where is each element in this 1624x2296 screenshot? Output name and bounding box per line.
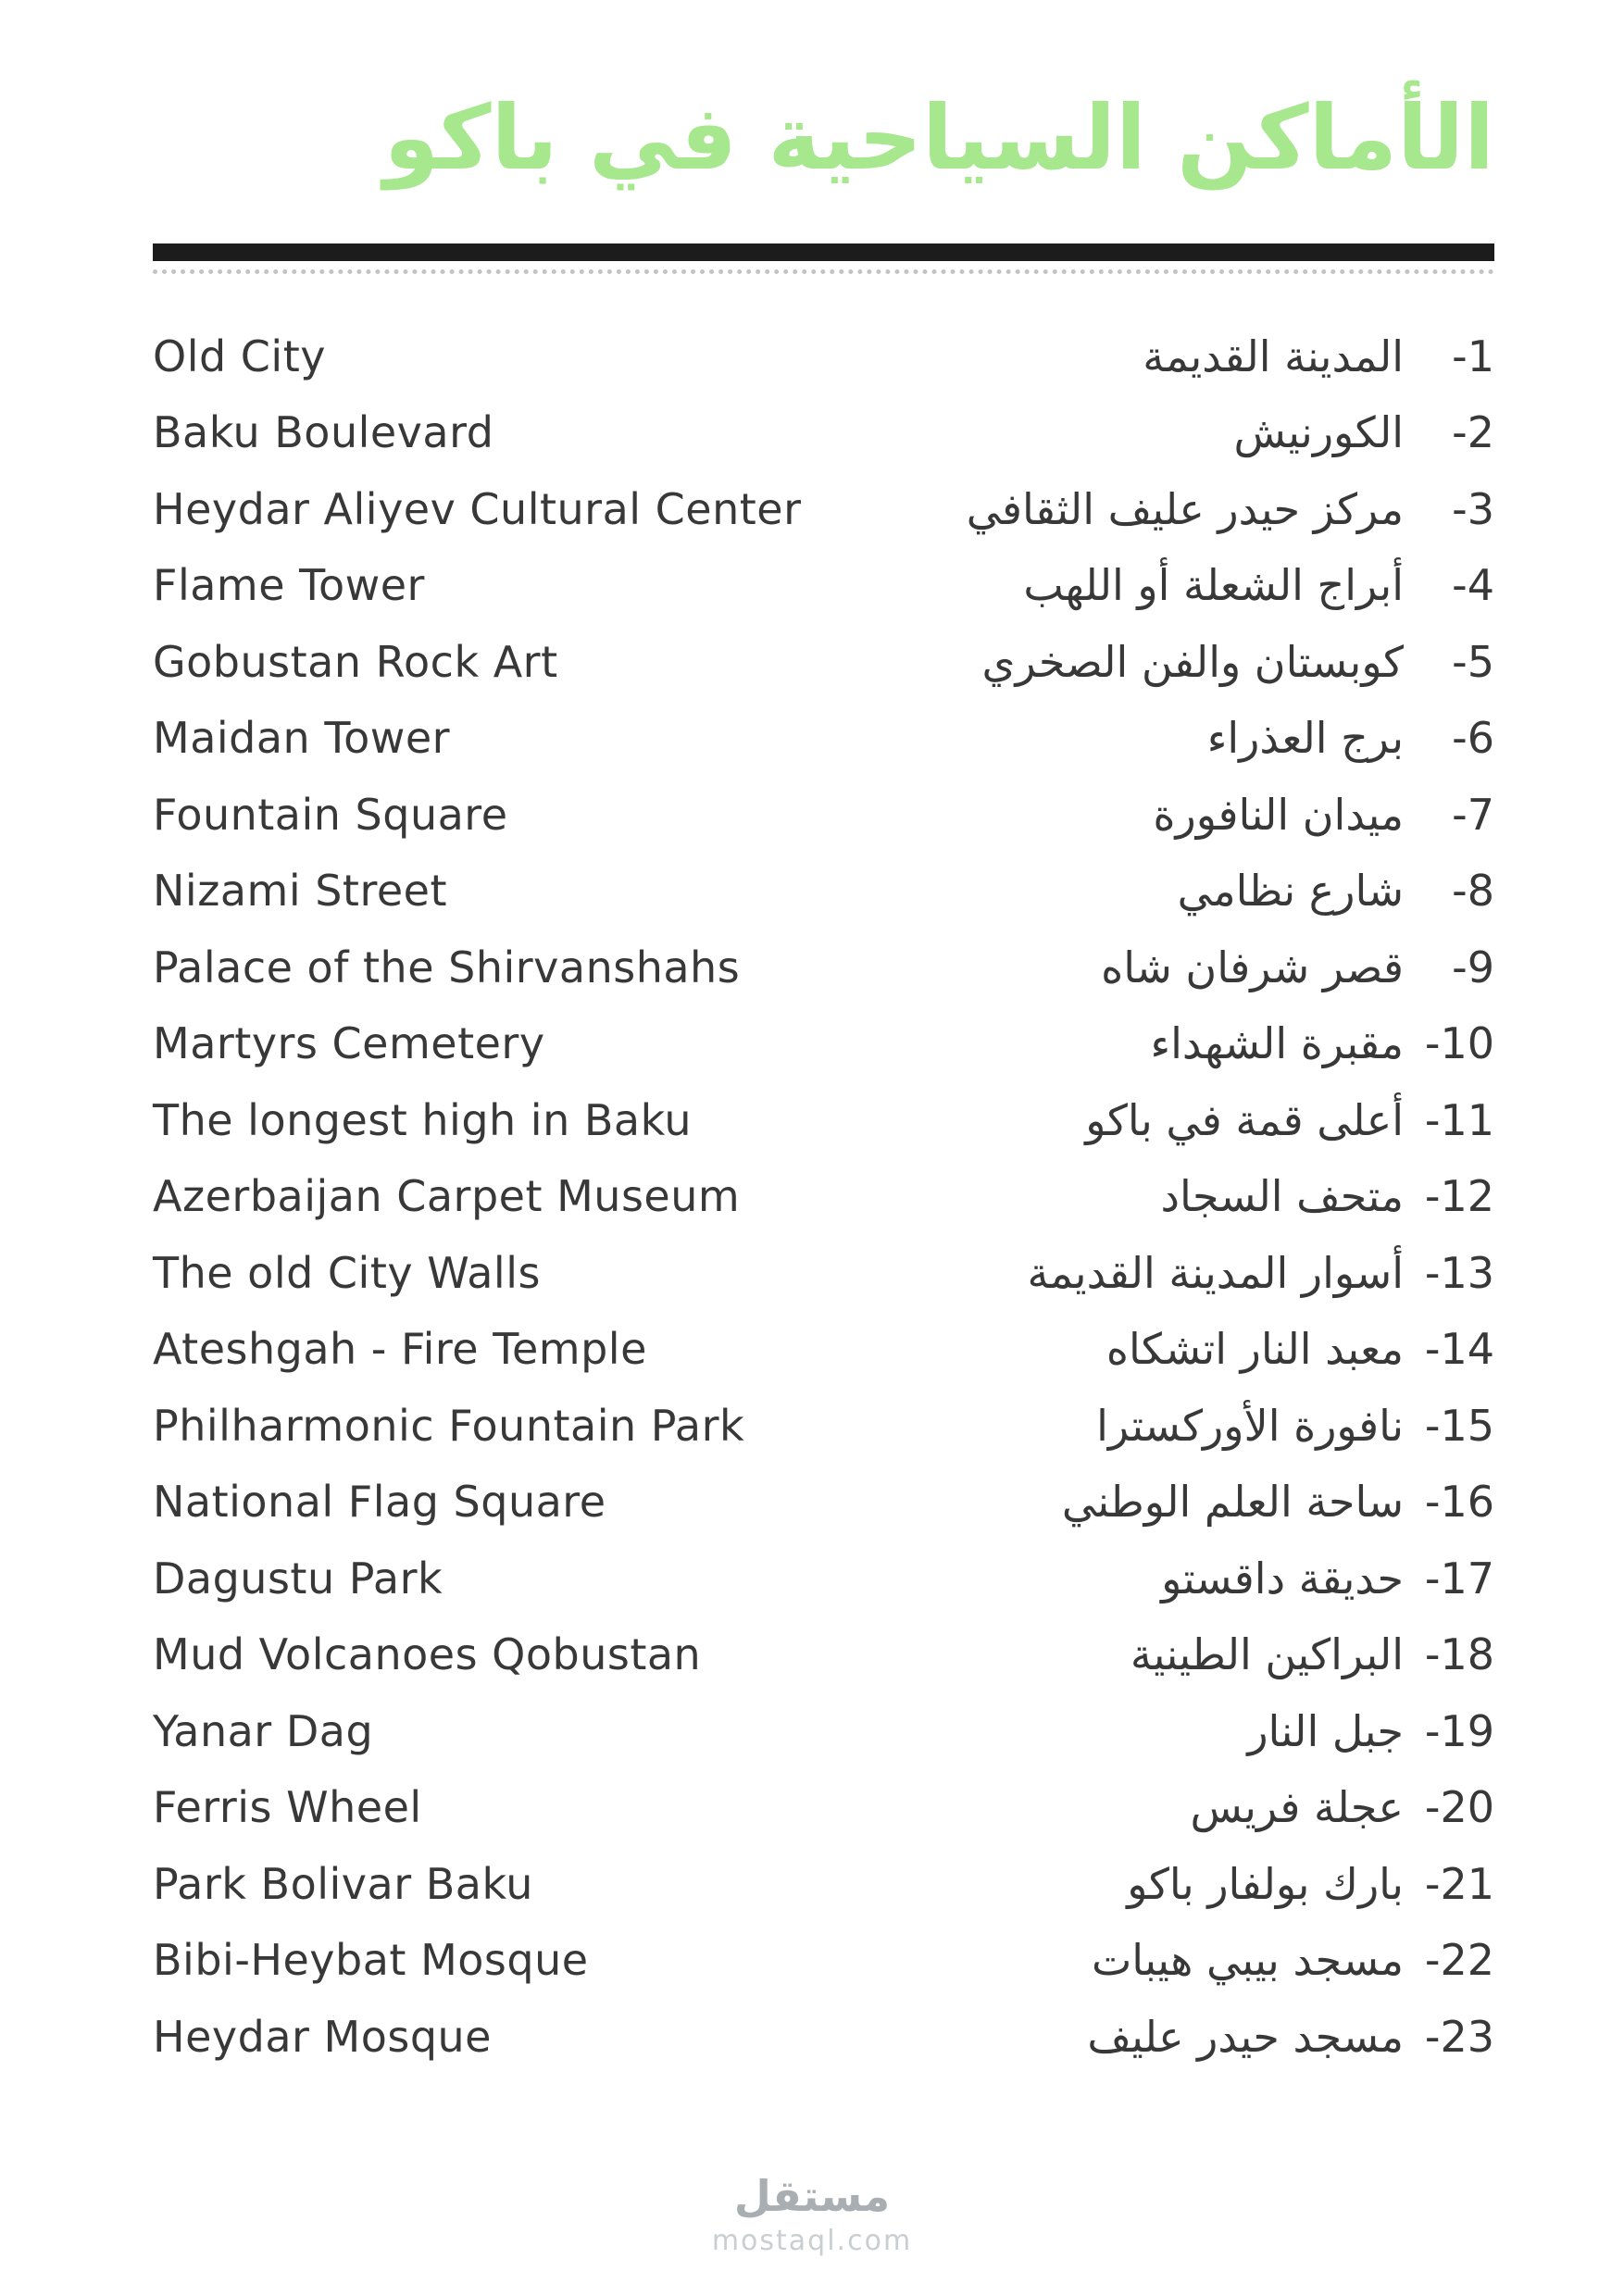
- place-name-ar-group: [967, 484, 1494, 534]
- place-name-ar-group: [1131, 1629, 1494, 1679]
- place-number: -3: [1452, 483, 1494, 534]
- place-name-en: Ateshgah - Fire Temple: [153, 1324, 647, 1375]
- place-name-ar: نافورة الأوركسترا: [1096, 1400, 1404, 1451]
- list-item: [153, 1235, 1494, 1312]
- place-name-ar-group: [1151, 1018, 1494, 1068]
- place-name-ar-group: [1028, 1248, 1494, 1298]
- place-number: -13: [1424, 1247, 1494, 1298]
- place-number: -15: [1424, 1400, 1494, 1451]
- place-name-en: Heydar Aliyev Cultural Center: [153, 483, 802, 534]
- place-number: -22: [1424, 1935, 1494, 1986]
- place-name-ar-group: [1143, 331, 1494, 381]
- list-item: [153, 1846, 1494, 1923]
- place-name-ar: المدينة القديمة: [1143, 331, 1404, 381]
- list-item: [153, 1693, 1494, 1770]
- place-number: -2: [1452, 407, 1494, 458]
- place-name-ar: مسجد بيبي هيبات: [1091, 1935, 1404, 1986]
- place-name-en: Maidan Tower: [153, 713, 451, 764]
- list-item: [153, 1999, 1494, 2076]
- list-item: [153, 1541, 1494, 1617]
- watermark-url: mostaql.com: [711, 2225, 913, 2257]
- place-name-ar: عجلة فريس: [1190, 1782, 1404, 1833]
- place-name-ar: أسوار المدينة القديمة: [1027, 1247, 1404, 1298]
- place-name-en: Nizami Street: [153, 866, 448, 917]
- place-name-ar: قصر شرفان شاه: [1101, 942, 1404, 992]
- list-item: [153, 624, 1494, 701]
- place-number: -12: [1424, 1171, 1494, 1222]
- page-title: الأماكن السياحية في باكو: [383, 86, 1494, 190]
- place-number: -11: [1424, 1094, 1494, 1145]
- list-item: [153, 1311, 1494, 1388]
- place-name-ar: ميدان النافورة: [1153, 789, 1404, 840]
- place-name-ar-group: [1127, 1859, 1494, 1909]
- list-item: [153, 1922, 1494, 1999]
- place-name-ar-group: [1085, 1095, 1494, 1145]
- place-number: -6: [1452, 713, 1494, 764]
- list-item: [153, 1082, 1494, 1159]
- place-name-ar-group: [1178, 866, 1494, 916]
- place-name-ar: البراكين الطينية: [1130, 1629, 1404, 1680]
- place-name-en: Dagustu Park: [153, 1553, 443, 1603]
- place-name-ar: حديقة داقستو: [1161, 1553, 1404, 1603]
- place-name-ar-group: [1161, 1554, 1494, 1603]
- place-name-en: The longest high in Baku: [153, 1094, 692, 1145]
- place-number: -21: [1424, 1858, 1494, 1909]
- place-number: -8: [1452, 866, 1494, 917]
- list-item: [153, 853, 1494, 930]
- place-number: -18: [1424, 1629, 1494, 1680]
- place-name-ar-group: [1087, 2012, 1494, 2062]
- place-name-ar: مسجد حيدر عليف: [1087, 2011, 1404, 2062]
- divider-dotted-line: [153, 269, 1494, 274]
- place-name-ar-group: [1233, 407, 1494, 457]
- place-name-en: Ferris Wheel: [153, 1782, 422, 1833]
- place-name-ar-group: [1161, 1171, 1494, 1221]
- list-item: [153, 777, 1494, 854]
- place-name-ar-group: [1153, 790, 1494, 840]
- list-item: [153, 471, 1494, 548]
- list-item: [153, 700, 1494, 777]
- place-name-en: Mud Volcanoes Qobustan: [153, 1629, 702, 1680]
- place-number: -7: [1452, 789, 1494, 840]
- list-item: [153, 1005, 1494, 1082]
- place-number: -5: [1452, 636, 1494, 687]
- place-name-ar-group: [1096, 1401, 1494, 1451]
- place-name-ar-group: [1191, 1782, 1494, 1832]
- place-number: -9: [1452, 942, 1494, 992]
- places-list: [153, 318, 1494, 2076]
- place-number: -10: [1424, 1018, 1494, 1069]
- place-name-ar: الكورنيش: [1233, 407, 1404, 458]
- place-name-ar: برج العذراء: [1206, 713, 1404, 764]
- list-item: [153, 1158, 1494, 1235]
- place-name-en: Old City: [153, 331, 326, 381]
- place-name-en: Philharmonic Fountain Park: [153, 1400, 745, 1451]
- place-number: -1: [1452, 331, 1494, 381]
- list-item: [153, 1769, 1494, 1846]
- watermark: [0, 2171, 1624, 2257]
- place-name-ar: مركز حيدر عليف الثقافي: [966, 483, 1404, 534]
- place-number: -16: [1424, 1477, 1494, 1528]
- place-name-ar: بارك بولفار باكو: [1127, 1858, 1404, 1909]
- place-name-ar: أعلى قمة في باكو: [1085, 1094, 1404, 1145]
- place-name-ar-group: [1101, 942, 1494, 992]
- place-number: -20: [1424, 1782, 1494, 1833]
- place-name-ar-group: [1207, 713, 1494, 763]
- place-name-ar: ساحة العلم الوطني: [1061, 1477, 1404, 1528]
- place-name-en: Yanar Dag: [153, 1705, 374, 1756]
- place-number: -19: [1424, 1705, 1494, 1756]
- place-name-en: Palace of the Shirvanshahs: [153, 942, 741, 992]
- list-item: [153, 394, 1494, 471]
- place-name-en: Baku Boulevard: [153, 407, 494, 458]
- place-name-en: National Flag Square: [153, 1477, 606, 1528]
- place-name-ar-group: [1062, 1477, 1494, 1527]
- place-name-en: Flame Tower: [153, 560, 425, 611]
- place-name-en: Bibi-Heybat Mosque: [153, 1935, 589, 1986]
- place-name-ar-group: [1023, 560, 1494, 610]
- place-name-ar: أبراج الشعلة أو اللهب: [1023, 560, 1404, 611]
- place-name-en: Gobustan Rock Art: [153, 636, 558, 687]
- place-number: -14: [1424, 1324, 1494, 1375]
- place-name-ar: جبل النار: [1247, 1705, 1404, 1756]
- place-name-en: The old City Walls: [153, 1247, 541, 1298]
- list-item: [153, 930, 1494, 1006]
- place-name-ar: شارع نظامي: [1177, 866, 1404, 917]
- place-name-en: Azerbaijan Carpet Museum: [153, 1171, 741, 1222]
- place-name-en: Park Bolivar Baku: [153, 1858, 533, 1909]
- list-item: [153, 1616, 1494, 1693]
- mostaql-logo: مستقل: [733, 2171, 891, 2221]
- place-name-ar-group: [1247, 1706, 1494, 1756]
- list-item: [153, 1464, 1494, 1541]
- list-item: [153, 1388, 1494, 1465]
- place-number: -23: [1424, 2011, 1494, 2062]
- place-number: -17: [1424, 1553, 1494, 1603]
- place-name-ar: معبد النار اتشكاه: [1106, 1324, 1404, 1375]
- place-number: -4: [1452, 560, 1494, 611]
- list-item: [153, 547, 1494, 624]
- place-name-ar: مقبرة الشهداء: [1150, 1018, 1404, 1069]
- list-item: [153, 318, 1494, 395]
- place-name-ar-group: [982, 637, 1495, 687]
- place-name-ar: متحف السجاد: [1160, 1171, 1404, 1222]
- place-name-ar-group: [1106, 1324, 1494, 1374]
- place-name-en: Martyrs Cemetery: [153, 1018, 545, 1069]
- place-name-en: Heydar Mosque: [153, 2011, 492, 2062]
- place-name-ar-group: [1092, 1935, 1494, 1985]
- place-name-en: Fountain Square: [153, 789, 508, 840]
- place-name-ar: كوبستان والفن الصخري: [981, 636, 1404, 687]
- divider-bar: [153, 243, 1494, 261]
